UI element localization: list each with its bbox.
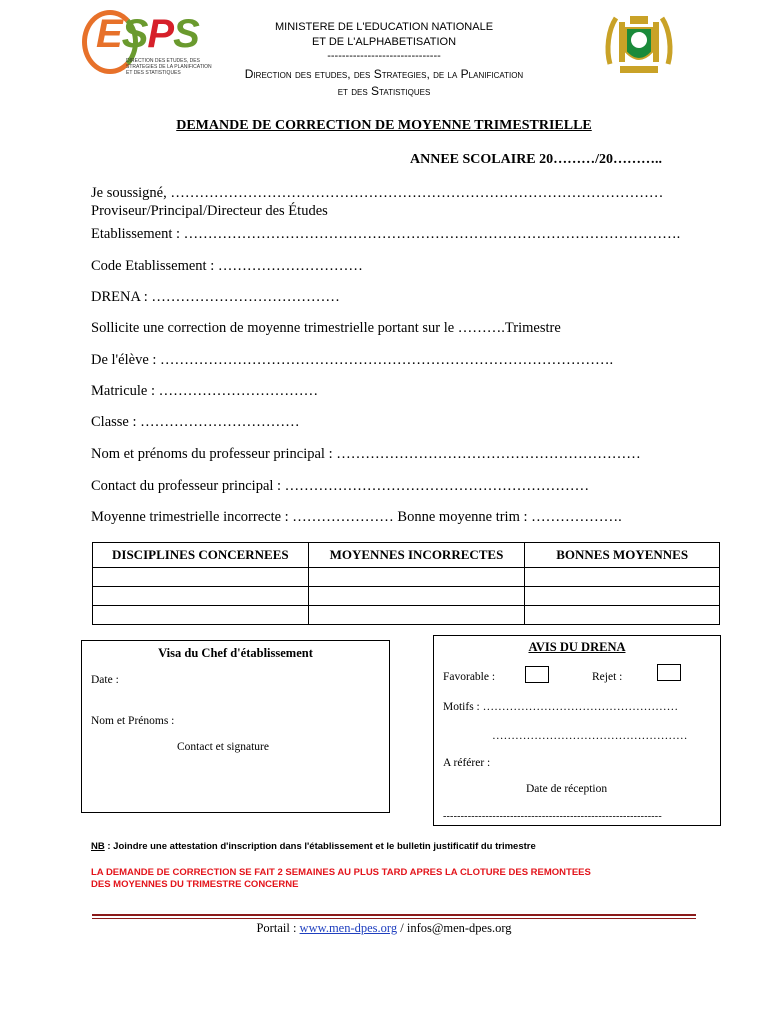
- visa-title: Visa du Chef d'établissement: [158, 646, 313, 660]
- page-title: DEMANDE DE CORRECTION DE MOYENNE TRIMESTRIELLE: [176, 118, 592, 133]
- moyenne-field[interactable]: Moyenne trimestrielle incorrecte : ………………… Bonne moyenne trim : ……………….: [91, 509, 622, 525]
- table-row: [93, 568, 720, 587]
- fonction-label: Proviseur/Principal/Directeur des Études: [91, 203, 328, 219]
- table-cell[interactable]: [525, 606, 720, 625]
- visa-contact-label: Contact et signature: [177, 741, 269, 753]
- table-header-disciplines: DISCIPLINES CONCERNEES: [93, 543, 309, 568]
- table-cell[interactable]: [93, 568, 309, 587]
- nb-label: NB: [91, 841, 105, 852]
- avis-title: AVIS DU DRENA: [528, 640, 626, 654]
- email-text[interactable]: infos@men-dpes.org: [406, 921, 512, 935]
- prof-principal-field[interactable]: Nom et prénoms du professeur principal : ………………………………………………………: [91, 446, 641, 462]
- code-etablissement-field[interactable]: Code Etablissement : …………………………: [91, 258, 363, 274]
- nb-note: [91, 841, 536, 852]
- direction-line1: Direction des etudes, des Strategies, de la Planification: [244, 67, 524, 81]
- ministry-line1: MINISTERE DE L'EDUCATION NATIONALE: [274, 21, 494, 33]
- referer-label: A référer :: [443, 757, 491, 769]
- favorable-label: Favorable :: [443, 671, 496, 683]
- logo-subtitle: DIRECTION DES ETUDES, DES STRATEGIES DE LA PLANIFICATION ET DES STATISTIQUES: [126, 58, 212, 76]
- signature-dashes: --------------------------------------------------------------: [443, 811, 662, 822]
- rejet-label: Rejet :: [592, 671, 623, 683]
- eleve-field[interactable]: De l'élève : ………………………………………………………………………………….: [91, 352, 614, 368]
- etablissement-field[interactable]: Etablissement : ………………………………………………………………………………………….: [91, 226, 681, 242]
- table-cell[interactable]: [525, 568, 720, 587]
- footer: [0, 921, 768, 936]
- visa-nom-label: Nom et Prénoms :: [91, 715, 175, 727]
- motifs-field[interactable]: Motifs : ……………………………………………: [443, 701, 679, 713]
- footer-rule: [92, 914, 696, 916]
- table-cell[interactable]: [93, 587, 309, 606]
- warning-line2: DES MOYENNES DU TRIMESTRE CONCERNE: [91, 879, 299, 890]
- visa-chef-box: [81, 640, 390, 813]
- table-row: [93, 587, 720, 606]
- matricule-field[interactable]: Matricule : ……………………………: [91, 383, 319, 399]
- footer-rule-thin: [92, 918, 696, 919]
- ministry-line2: ET DE L'ALPHABETISATION: [311, 36, 457, 48]
- warning-line1: LA DEMANDE DE CORRECTION SE FAIT 2 SEMAINES AU PLUS TARD APRES LA CLOTURE DES REMONTEES: [91, 867, 591, 878]
- date-reception-label: Date de réception: [526, 783, 608, 795]
- classe-field[interactable]: Classe : ……………………………: [91, 414, 300, 430]
- table-cell[interactable]: [308, 587, 525, 606]
- esps-logo: [82, 10, 214, 76]
- soussigne-field[interactable]: Je soussigné, …………………………………………………………………………………………: [91, 185, 664, 201]
- table-cell[interactable]: [308, 606, 525, 625]
- footer-separator: /: [397, 921, 407, 935]
- table-cell[interactable]: [93, 606, 309, 625]
- website-link[interactable]: www.men-dpes.org: [299, 921, 398, 935]
- favorable-checkbox[interactable]: [525, 666, 549, 683]
- rejet-checkbox[interactable]: [657, 664, 681, 681]
- nb-text: : Joindre une attestation d'inscription dans l'établissement et le bulletin justificatif du trimestre: [104, 841, 536, 852]
- avis-drena-box: [433, 635, 721, 826]
- table-cell[interactable]: [308, 568, 525, 587]
- table-header-moyennes-incorrectes: MOYENNES INCORRECTES: [308, 543, 525, 568]
- header-separator: -------------------------------: [327, 50, 441, 62]
- table-row: [93, 606, 720, 625]
- motifs-continuation[interactable]: ……………………………………………: [492, 730, 688, 742]
- logo-text: ESPS: [96, 12, 199, 56]
- portail-label: Portail :: [256, 921, 300, 935]
- drena-field[interactable]: DRENA : …………………………………: [91, 289, 340, 305]
- coat-of-arms-icon: [604, 12, 674, 78]
- direction-line2: et des Statistiques: [337, 84, 431, 98]
- table-header-bonnes-moyennes: BONNES MOYENNES: [525, 543, 720, 568]
- contact-prof-field[interactable]: Contact du professeur principal : ………………………………………………………: [91, 478, 590, 494]
- visa-date-label: Date :: [91, 674, 119, 686]
- disciplines-table: [92, 542, 720, 625]
- table-cell[interactable]: [525, 587, 720, 606]
- trimestre-field[interactable]: Sollicite une correction de moyenne trimestrielle portant sur le ……….Trimestre: [91, 320, 561, 336]
- annee-scolaire: ANNEE SCOLAIRE 20………/20………..: [410, 152, 663, 167]
- table-header-row: [93, 543, 720, 568]
